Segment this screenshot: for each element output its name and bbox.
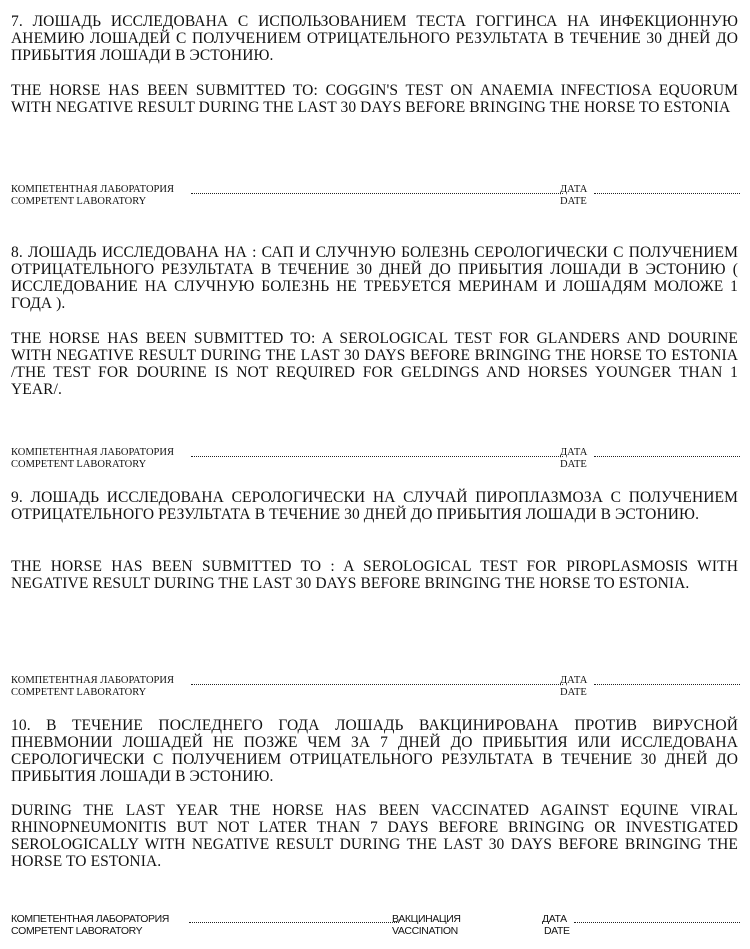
lab-signature-field[interactable]	[191, 675, 563, 685]
lab-label-en: COMPETENT LABORATORY	[11, 925, 143, 937]
date-label-en: DATE	[560, 196, 587, 207]
date-label-ru: ДАТА	[560, 184, 588, 195]
lab-label-ru: КОМПЕТЕНТНАЯ ЛАБОРАТОРИЯ	[11, 675, 174, 686]
date-label-ru: ДАТА	[542, 913, 567, 925]
date-field[interactable]	[594, 675, 740, 685]
section-9-en: THE HORSE HAS BEEN SUBMITTED TO : A SEROLOGICAL TEST FOR PIROPLASMOSIS WITH NEGATIVE RESULT DURING THE LAST 30 DAYS BEFORE BRINGING THE HORSE TO ESTONIA.	[11, 558, 738, 592]
section-7-en: THE HORSE HAS BEEN SUBMITTED TO: COGGIN'S TEST ON ANAEMIA INFECTIOSA EQUORUM WITH NEGATIVE RESULT DURING THE LAST 30 DAYS BEFORE BRINGING THE HORSE TO ESTONIA	[11, 82, 738, 116]
lab-label-en: COMPETENT LABORATORY	[11, 459, 147, 470]
vaccination-label-en: VACCINATION	[392, 925, 458, 937]
vaccination-label-ru: ВАКЦИНАЦИЯ	[392, 913, 461, 925]
lab-label-ru: КОМПЕТЕНТНАЯ ЛАБОРАТОРИЯ	[11, 913, 169, 925]
lab-label-ru: КОМПЕТЕНТНАЯ ЛАБОРАТОРИЯ	[11, 447, 174, 458]
date-field[interactable]	[594, 184, 740, 194]
section-10-ru: 10. В ТЕЧЕНИЕ ПОСЛЕДНЕГО ГОДА ЛОШАДЬ ВАКЦИНИРОВАНА ПРОТИВ ВИРУСНОЙ ПНЕВМОНИИ ЛОШАДЕЙ НЕ ПОЗЖЕ ЧЕМ ЗА 7 ДНЕЙ ДО ПРИБЫТИЯ ИЛИ ИССЛЕДОВАНА СЕРОЛОГИЧЕСКИ С ПОЛУЧЕНИЕМ ОТРИЦАТЕЛЬНОГО РЕЗУЛЬТАТА В ТЕЧЕНИЕ 30 ДНЕЙ ДО ПРИБЫТИЯ ЛОШАДИ В ЭСТОНИЮ.	[11, 717, 738, 785]
lab-label-en: COMPETENT LABORATORY	[11, 687, 147, 698]
section-8-en: THE HORSE HAS BEEN SUBMITTED TO: A SEROLOGICAL TEST FOR GLANDERS AND DOURINE WITH NEGATIVE RESULT DURING THE LAST 30 DAYS BEFORE BRINGING THE HORSE TO ESTONIA /THE TEST FOR DOURINE IS NOT REQUIRED FOR GELDINGS AND HORSES YOUNGER THAN 1 YEAR/.	[11, 330, 738, 398]
section-10-en: DURING THE LAST YEAR THE HORSE HAS BEEN VACCINATED AGAINST EQUINE VIRAL RHINOPNEUMONITIS BUT NOT LATER THAN 7 DAYS BEFORE BRINGING OR INVESTIGATED SEROLOGICALLY WITH NEGATIVE RESULT DURING THE LAST 30 DAYS BEFORE BRINGING THE HORSE TO ESTONIA.	[11, 802, 738, 870]
date-label-ru: ДАТА	[560, 447, 588, 458]
lab-signature-field[interactable]	[191, 184, 563, 194]
section-7-ru: 7. ЛОШАДЬ ИССЛЕДОВАНА С ИСПОЛЬЗОВАНИЕМ ТЕСТА ГОГГИНСА НА ИНФЕКЦИОННУЮ АНЕМИЮ ЛОШАДЕЙ С ПОЛУЧЕНИЕМ ОТРИЦАТЕЛЬНОГО РЕЗУЛЬТАТА В ТЕЧЕНИЕ 30 ДНЕЙ ДО ПРИБЫТИЯ ЛОШАДИ В ЭСТОНИЮ.	[11, 13, 738, 64]
lab-signature-field[interactable]	[189, 913, 399, 923]
section-8-ru: 8. ЛОШАДЬ ИССЛЕДОВАНА НА : САП И СЛУЧНУЮ БОЛЕЗНЬ СЕРОЛОГИЧЕСКИ С ПОЛУЧЕНИЕМ ОТРИЦАТЕЛЬНОГО РЕЗУЛЬТАТА В ТЕЧЕНИЕ 30 ДНЕЙ ДО ПРИБЫТИЯ ЛОШАДИ В ЭСТОНИЮ ( ИССЛЕДОВАНИЕ НА СЛУЧНУЮ БОЛЕЗНЬ НЕ ТРЕБУЕТСЯ МЕРИНАМ И ЛОШАДЯМ МОЛОЖЕ 1 ГОДА ).	[11, 244, 738, 312]
lab-signature-field[interactable]	[191, 447, 563, 457]
date-label-en: DATE	[544, 925, 570, 937]
section-9-ru: 9. ЛОШАДЬ ИССЛЕДОВАНА СЕРОЛОГИЧЕСКИ НА СЛУЧАЙ ПИРОПЛАЗМОЗА С ПОЛУЧЕНИЕМ ОТРИЦАТЕЛЬНОГО РЕЗУЛЬТАТА В ТЕЧЕНИЕ 30 ДНЕЙ ДО ПРИБЫТИЯ ЛОШАДИ В ЭСТОНИЮ.	[11, 489, 738, 523]
date-field[interactable]	[594, 447, 740, 457]
date-label-ru: ДАТА	[560, 675, 588, 686]
lab-label-ru: КОМПЕТЕНТНАЯ ЛАБОРАТОРИЯ	[11, 184, 174, 195]
lab-label-en: COMPETENT LABORATORY	[11, 196, 147, 207]
date-field[interactable]	[574, 913, 740, 923]
date-label-en: DATE	[560, 687, 587, 698]
date-label-en: DATE	[560, 459, 587, 470]
